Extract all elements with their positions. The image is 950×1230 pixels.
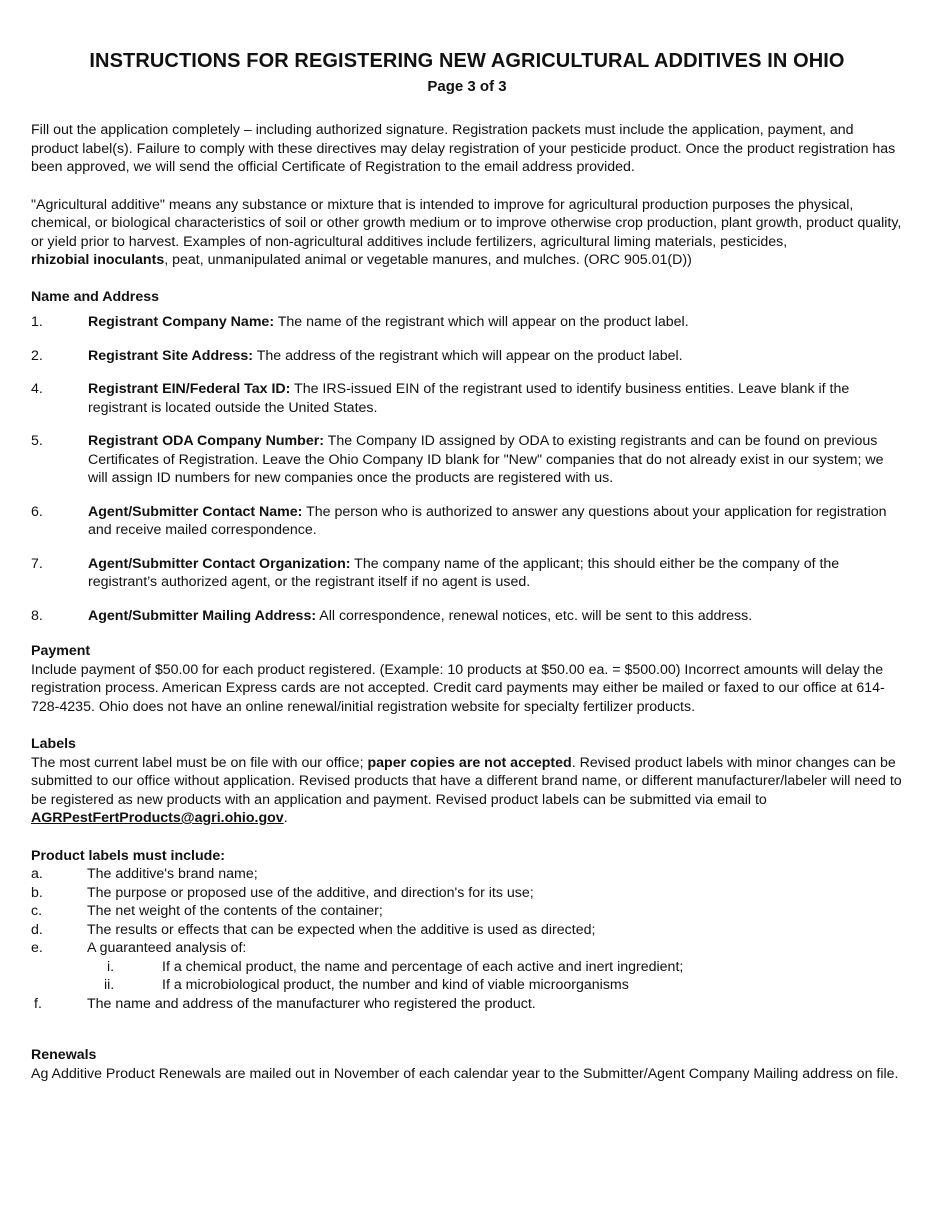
product-labels-list: [31, 865, 903, 1013]
list-item: [31, 607, 903, 626]
renewals-heading: Renewals: [31, 1047, 97, 1063]
definition-text-end: , peat, unmanipulated animal or vegetable manures, and mulches. (ORC 905.01(D)): [164, 252, 692, 268]
list-item-letter: f.: [34, 995, 42, 1012]
list-item-text: All correspondence, renewal notices, etc. will be sent to this address.: [316, 607, 753, 624]
labels-text: [31, 754, 903, 828]
list-item: [31, 939, 903, 958]
list-item-text: The address of the registrant which will appear on the product label.: [253, 347, 683, 364]
list-item: [31, 503, 903, 540]
product-labels-heading: Product labels must include:: [31, 847, 225, 864]
list-item: [31, 995, 903, 1014]
list-item: [31, 347, 903, 366]
email-link[interactable]: AGRPestFertProducts@agri.ohio.gov: [31, 810, 284, 826]
document-title: INSTRUCTIONS FOR REGISTERING NEW AGRICULTURAL ADDITIVES IN OHIO: [89, 50, 845, 72]
labels-text-start: The most current label must be on file with our office;: [31, 754, 368, 771]
intro-paragraph: Fill out the application completely – including authorized signature. Registration packets must include the application, payment, and product label(s). Failure to comply with these directives may delay registration of your pesticide product. Once the product registration has been approved, we will send the official Certificate of Registration to the email address provided.: [31, 122, 896, 175]
list-item-term: Registrant ODA Company Number:: [88, 433, 324, 449]
name-address-list: [31, 313, 903, 625]
list-item-number: 4.: [31, 381, 43, 397]
list-item-text: The IRS-issued EIN of the registrant used to identify business entities. Leave blank if the registrant is located outside the United States.: [88, 381, 850, 416]
list-item-number: 5.: [31, 433, 43, 449]
list-item-number: 6.: [31, 503, 43, 520]
list-item-letter: c.: [31, 903, 43, 919]
list-item: [31, 313, 903, 332]
list-item-text: The person who is authorized to answer any questions about your application for registration and receive mailed correspondence.: [88, 503, 887, 538]
list-item-text: The results or effects that can be expected when the additive is used as directed;: [87, 921, 596, 938]
list-item: [31, 432, 903, 488]
definition-paragraph: [31, 196, 903, 270]
list-item-letter: a.: [31, 866, 43, 882]
list-item: [31, 902, 903, 921]
labels-bold-note: paper copies are not accepted: [367, 754, 572, 771]
email-suffix: .: [283, 810, 288, 826]
list-item-text: The name and address of the manufacturer who registered the product.: [87, 995, 536, 1012]
definition-text-start: "Agricultural additive" means any substance or mixture that is intended to improve for agricultural production purposes the physical, chemical, or biological characteristics of soil or other growth medium or to improve otherwise crop production, plant growth, product quality, or yield prior to harvest. Examples of non-agricultural additives include fertilizers, agricultural liming materials, pesticides,: [31, 196, 902, 250]
list-item-text: A guaranteed analysis of:: [87, 940, 247, 956]
payment-heading: Payment: [31, 643, 91, 659]
list-item: [31, 865, 903, 884]
page-indicator: Page 3 of 3: [427, 78, 507, 95]
list-item: [31, 380, 903, 417]
sub-list-item: [31, 958, 903, 977]
list-item-number: 8.: [31, 607, 43, 624]
list-item-term: Agent/Submitter Contact Name:: [88, 503, 303, 520]
list-item-letter: e.: [31, 940, 43, 956]
list-item-term: Registrant Company Name:: [88, 314, 275, 330]
list-item: [31, 555, 903, 592]
sub-list-item-numeral: ii.: [104, 977, 115, 993]
labels-text-end: . Revised product labels with minor changes can be submitted to our office without application. Revised products that have a different brand name, or different manufacturer/labeler will need to be registered as new products with an application and payment. Revised product labels can be submitted via email to: [31, 754, 902, 808]
list-item-text: The purpose or proposed use of the additive, and direction's for its use;: [87, 884, 534, 901]
list-item-text: The Company ID assigned by ODA to existing registrants and can be found on previous Certificates of Registration. Leave the Ohio Company ID blank for "New" companies that do not already exist in our system; we will assign ID numbers for new companies once the products are registered with us.: [88, 433, 884, 486]
sub-list-item-text: If a chemical product, the name and percentage of each active and inert ingredient;: [162, 958, 684, 975]
list-item-number: 2.: [31, 347, 43, 364]
sub-list-item-text: If a microbiological product, the number and kind of viable microorganisms: [162, 977, 629, 993]
list-item-term: Registrant EIN/Federal Tax ID:: [88, 381, 291, 397]
list-item-text: The net weight of the contents of the container;: [87, 903, 383, 919]
list-item-number: 1.: [31, 314, 43, 330]
sub-list-item: [31, 976, 903, 995]
list-item: [31, 921, 903, 940]
list-item-text: The additive's brand name;: [87, 866, 258, 882]
list-item-term: Agent/Submitter Contact Organization:: [88, 555, 351, 572]
list-item-text: The name of the registrant which will appear on the product label.: [274, 314, 689, 330]
list-item-letter: b.: [31, 884, 43, 901]
renewals-text: Ag Additive Product Renewals are mailed out in November of each calendar year to the Submitter/Agent Company Mailing address on file.: [31, 1065, 899, 1082]
definition-bold-term: rhizobial inoculants: [31, 252, 165, 268]
sub-list-item-numeral: i.: [107, 958, 115, 975]
list-item-number: 7.: [31, 555, 43, 572]
list-item-letter: d.: [31, 921, 43, 938]
list-item-term: Registrant Site Address:: [88, 347, 254, 364]
list-item-term: Agent/Submitter Mailing Address:: [88, 607, 317, 624]
list-item: [31, 884, 903, 903]
list-item-text: The company name of the applicant; this should either be the company of the registrant’s authorized agent, or the registrant itself if no agent is used.: [88, 555, 840, 590]
document-page: [31, 0, 903, 1083]
name-address-heading: Name and Address: [31, 288, 159, 305]
labels-heading: Labels: [31, 736, 76, 752]
payment-text: Include payment of $50.00 for each product registered. (Example: 10 products at $50.00 ea. = $500.00) Incorrect amounts will delay the registration process. American Express cards are not accepted. Credit card payments may either be mailed or faxed to our office at 614-728-4235. Ohio does not have an online renewal/initial registration website for specialty fertilizer products.: [31, 661, 885, 715]
